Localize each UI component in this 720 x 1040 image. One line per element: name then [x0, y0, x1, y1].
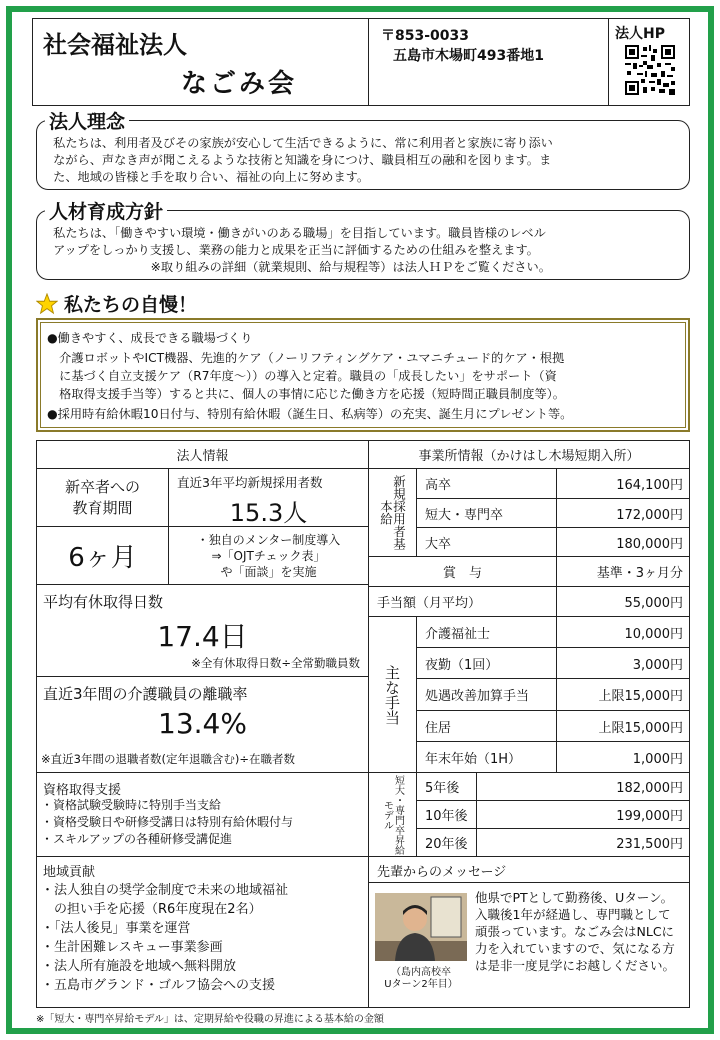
- raise-model-row-value: 199,000円: [477, 801, 689, 829]
- bonus-label: 賞 与: [369, 557, 557, 587]
- raise-model-row-value: 182,000円: [477, 773, 689, 801]
- turnover-cell: [37, 677, 369, 773]
- turnover-label: 直近3年間の介護職員の離職率: [43, 685, 248, 703]
- hr-policy-line: 私たちは、「働きやすい環境・働きがいのある職場」を目指しています。職員皆様のレベル: [41, 226, 546, 240]
- allowance-row-label: 介護福祉士: [417, 617, 557, 648]
- raise-model-row-value: 231,500円: [477, 829, 689, 857]
- footnote: ※「短大・専門卒昇給モデル」は、定期昇給や役職の昇進による基本給の金額: [36, 1014, 384, 1025]
- raise-model-row-label: 5年後: [417, 773, 477, 801]
- allowance-row-value: 10,000円: [557, 617, 689, 648]
- hr-policy-title: 人材育成方針: [45, 197, 167, 224]
- salary-row-value: 180,000円: [557, 528, 689, 557]
- community-item: ・「法人後見」事業を運営: [41, 921, 191, 936]
- leave-cell: [37, 585, 369, 677]
- address: 五島市木場町493番地1: [393, 48, 544, 64]
- qualification-title: 資格取得支援: [43, 783, 122, 798]
- star-icon: [36, 293, 58, 315]
- pride-title: 私たちの自慢！: [64, 294, 198, 316]
- qualification-item: ・スキルアップの各種研修受講促進: [41, 832, 233, 846]
- hp-block: [609, 19, 691, 105]
- org-name: なごみ会: [181, 69, 298, 99]
- qualification-cell: [37, 773, 369, 857]
- salary-row-value: 164,100円: [557, 469, 689, 499]
- hire-label: 直近3年平均新規採用者数: [177, 475, 323, 490]
- hr-policy-box: [36, 201, 690, 280]
- philosophy-line: ながら、声なき声が聞こえるような技術と知識を身につけ、職員相互の融和を図ります。ま: [41, 153, 552, 167]
- edu-period-value: 6ヶ月: [37, 527, 169, 585]
- community-item: ・五島市グランド・ゴルフ協会への支援: [41, 978, 276, 993]
- turnover-value: 13.4%: [158, 707, 247, 740]
- zip-code: 〒853-0033: [381, 28, 469, 44]
- raise-model-label: 短大・専門卒昇給モデル: [369, 773, 417, 857]
- org-type: 社会福祉法人: [43, 31, 187, 59]
- staff-photo: [375, 893, 467, 961]
- raise-model-row-label: 20年後: [417, 829, 477, 857]
- allowance-row-value: 1,000円: [557, 742, 689, 773]
- salary-row-label: 高卒: [417, 469, 557, 499]
- pride-line: に基づく自立支援ケア（R7年度～））の導入と定着。職員の「成長したい」をサポート（資: [47, 369, 557, 383]
- allowance-row-value: 上限15,000円: [557, 679, 689, 711]
- allowance-row-label: 処遇改善加算手当: [417, 679, 557, 711]
- pride-heading: [36, 290, 197, 317]
- corp-info-header: 法人情報: [37, 441, 369, 469]
- leave-note: ※全有休取得日数÷全常勤職員数: [191, 656, 360, 670]
- hire-cell: [169, 469, 369, 527]
- pride-box: [36, 318, 690, 432]
- message-title: 先輩からのメッセージ: [369, 857, 689, 883]
- pride-line: ●働きやすく、成長できる職場づくり: [47, 331, 253, 345]
- photo-caption: （島内高校卒 Uターン2年目）: [384, 967, 458, 990]
- turnover-note: ※直近3年間の退職者数(定年退職含む)÷在職者数: [41, 752, 296, 766]
- community-cell: [37, 857, 369, 1007]
- philosophy-title: 法人理念: [45, 107, 129, 134]
- hp-label: 法人HP: [615, 26, 665, 42]
- leave-label: 平均有休取得日数: [43, 593, 164, 611]
- pride-line: 格取得支援手当等）すると共に、個人の事情に応じた働き方を応援（短時間正職員制度等）。: [47, 387, 565, 401]
- philosophy-line: 私たちは、利用者及びその家族が安心して生活できるように、常に利用者と家族に寄り添い: [41, 136, 553, 150]
- info-table: [36, 440, 690, 1008]
- raise-model-row-label: 10年後: [417, 801, 477, 829]
- hr-policy-line: アップをしっかり支援し、業務の能力と成果を正当に評価するための仕組みを整えます。: [41, 243, 539, 257]
- allowance-total-label: 手当額（月平均）: [369, 587, 557, 617]
- philosophy-line: た、地域の皆様と手を取り合い、福祉の向上に努めます。: [41, 170, 370, 184]
- qualification-item: ・資格受験日や研修受講日は特別有給休暇付与: [41, 815, 294, 829]
- pride-line: ●採用時有給休暇10日付与、特別有給休暇（誕生日、私病等）の充実、誕生月にプレゼント等。: [47, 407, 573, 421]
- leave-value: 17.4日: [157, 620, 248, 653]
- hire-value: 15.3人: [229, 499, 308, 527]
- bonus-value: 基準・3ヶ月分: [557, 557, 689, 587]
- qr-code-icon[interactable]: [625, 45, 675, 95]
- philosophy-box: [36, 111, 690, 190]
- header: [32, 18, 690, 106]
- allowance-row-value: 3,000円: [557, 648, 689, 679]
- community-item: ・法人独自の奨学金制度で未来の地域福祉: [41, 883, 289, 898]
- allowance-total-value: 55,000円: [557, 587, 689, 617]
- salary-row-label: 大卒: [417, 528, 557, 557]
- allowance-row-value: 上限15,000円: [557, 711, 689, 742]
- edu-period-label: 新卒者への 教育期間: [37, 469, 169, 527]
- qualification-item: ・資格試験受験時に特別手当支給: [41, 798, 222, 812]
- allowance-row-label: 年末年始（1H）: [417, 742, 557, 773]
- community-item: ・生計困難レスキュー事業参画: [41, 940, 223, 955]
- community-item: の担い手を応援（R6年度現在2名）: [41, 902, 262, 917]
- address-block: [369, 19, 609, 105]
- salary-row-value: 172,000円: [557, 499, 689, 528]
- message-text: 他県でPTとして勤務後、Uターン。入職後1年が経過し、専門職として頑張っています。なごみ会はNLCに力を入れていますので、気になる方は是非一度見学にお越しください。: [475, 890, 676, 973]
- mentor-note: ・独自のメンター制度導入 ⇒「OJTチェック表」 や「面談」を実施: [169, 527, 369, 585]
- allowance-row-label: 夜勤（1回）: [417, 648, 557, 679]
- hr-policy-line: ※取り組みの詳細（就業規則、給与規程等）は法人ＨＰをご覧ください。: [41, 260, 551, 274]
- salary-row-label: 短大・専門卒: [417, 499, 557, 528]
- allowance-row-label: 住居: [417, 711, 557, 742]
- office-info-header: 事業所情報（かけはし木場短期入所）: [369, 441, 689, 469]
- salary-label: 新規採用者基本給: [369, 469, 417, 557]
- message-cell: [369, 857, 689, 1007]
- community-title: 地域貢献: [43, 865, 96, 880]
- pride-line: 介護ロボットやICT機器、先進的ケア（ノーリフティングケア・ユマニチュード的ケア・根拠: [47, 351, 565, 365]
- org-name-block: [33, 19, 369, 105]
- allowance-label: 主な手当: [369, 617, 417, 773]
- community-item: ・法人所有施設を地域へ無料開放: [41, 959, 237, 974]
